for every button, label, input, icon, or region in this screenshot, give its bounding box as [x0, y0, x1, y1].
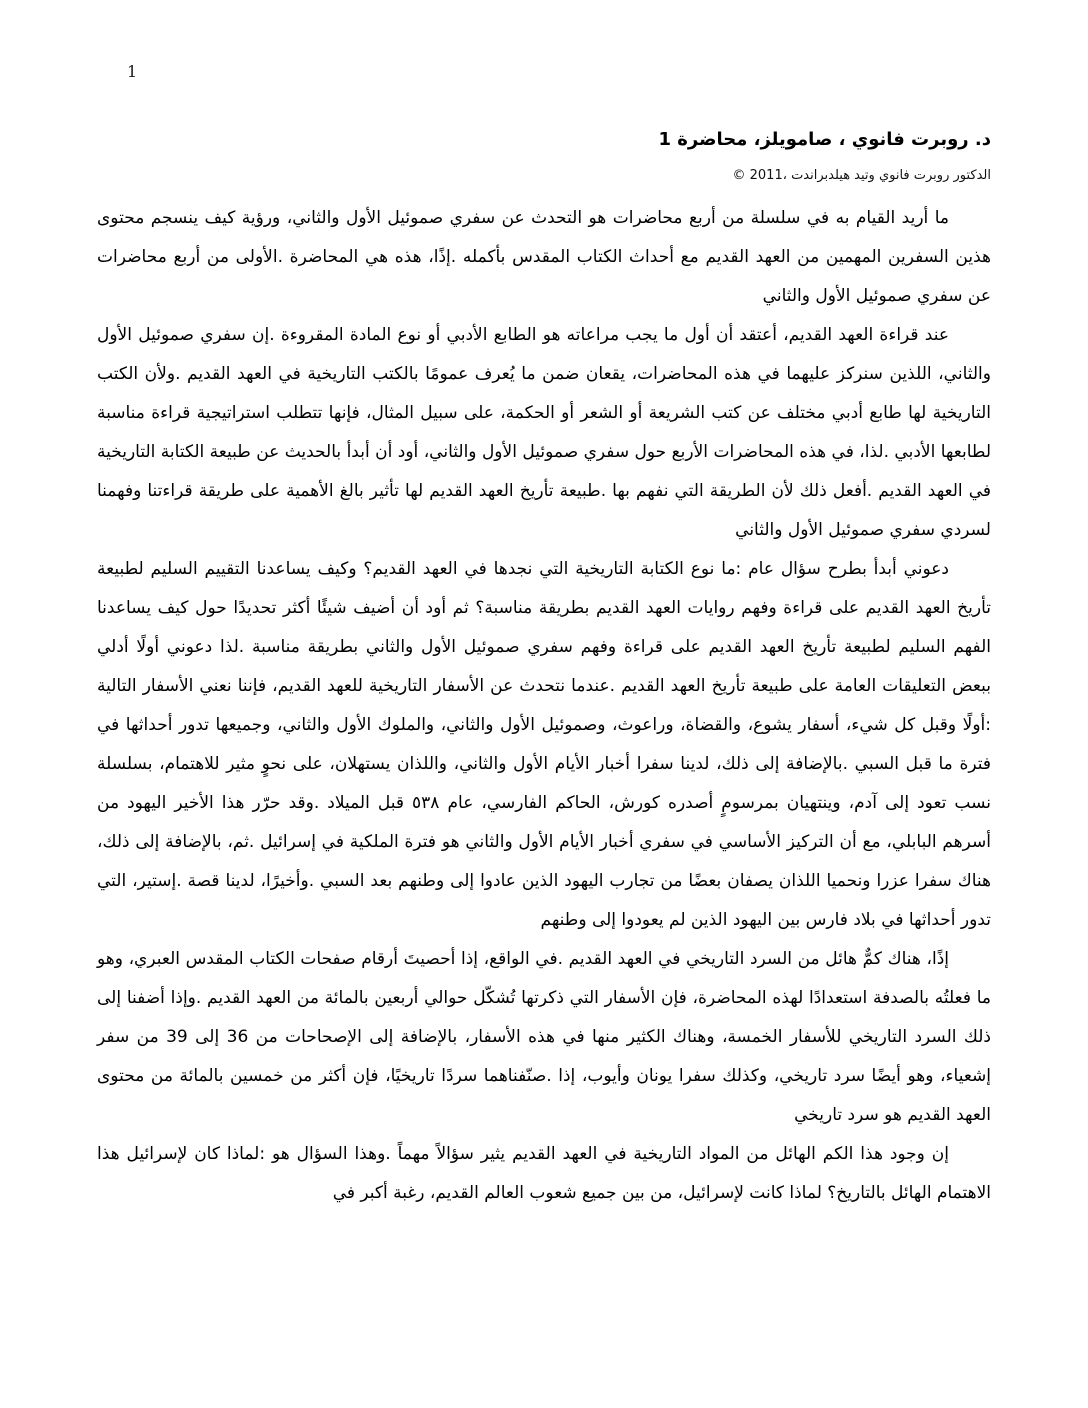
page-number: 1 — [127, 62, 138, 81]
paragraph: دعوني أبدأ بطرح سؤال عام :ما نوع الكتابة التاريخية التي نجدها في العهد القديم؟ وكيف يساعدنا التقييم السليم لطبيعة تأريخ العهد القديم على قراءة وفهم روايات العهد القديم بطريقة مناسبة؟ ثم أود أن أضيف شيئًا أكثر تحديدًا حول كيف يساعدنا الفهم السليم لطبيعة تأريخ العهد القديم على قراءة وفهم سفري صموئيل الأول والثاني بطريقة مناسبة .لذا دعوني أولًا أدلي ببعض التعليقات العامة على طبيعة تأريخ العهد القديم .عندما نتحدث عن الأسفار التاريخية للعهد القديم، فإننا نعني الأسفار التالية :أولًا وقبل كل شيء، أسفار يشوع، والقضاة، وراعوث، وصموئيل الأول والثاني، والملوك الأول والثاني، وجميعها تدور أحداثها في فترة ما قبل السبي .بالإضافة إلى ذلك، لدينا سفرا أخبار الأيام الأول والثاني، واللذان يستهلان، على نحوٍ مثير للاهتمام، بسلسلة نسب تعود إلى آدم، وينتهيان بمرسومٍ أصدره كورش، الحاكم الفارسي، عام ٥٣٨ قبل الميلاد .وقد حرّر هذا الأخير اليهود من أسرهم البابلي، مع أن التركيز الأساسي في سفري أخبار الأيام الأول والثاني هو فترة الملكية في إسرائيل .ثم، بالإضافة إلى ذلك، هناك سفرا عزرا ونحميا اللذان يصفان بعضًا من تجارب اليهود الذين عادوا إلى وطنهم بعد السبي .وأخيرًا، لدينا قصة .إستير، التي تدور أحداثها في بلاد فارس بين اليهود الذين لم يعودوا إلى وطنهم — [97, 559, 991, 931]
paragraph: إن وجود هذا الكم الهائل من المواد التاريخية في العهد القديم يثير سؤالاً مهماً .وهذا السؤال هو :لماذا كان لإسرائيل هذا الاهتمام الهائل بالتاريخ؟ لماذا كانت لإسرائيل، من بين جميع شعوب العالم القديم، رغبة أكبر في — [97, 1144, 991, 1204]
lecture-body — [97, 199, 991, 1213]
copyright-line: الدكتور روبرت فانوي وتيد هيلدبراندت ،2011 © — [732, 168, 991, 184]
lecture-title: د. روبرت فانوي ، صامويلز، محاضرة 1 — [658, 129, 991, 150]
paragraph: ما أريد القيام به في سلسلة من أربع محاضرات هو التحدث عن سفري صموئيل الأول والثاني، ورؤية كيف ينسجم محتوى هذين السفرين المهمين من العهد القديم مع أحداث الكتاب المقدس بأكمله .إذًا، هذه هي المحاضرة .الأولى من أربع محاضرات عن سفري صموئيل الأول والثاني — [97, 208, 991, 307]
paragraph: عند قراءة العهد القديم، أعتقد أن أول ما يجب مراعاته هو الطابع الأدبي أو نوع المادة المقروءة .إن سفري صموئيل الأول والثاني، اللذين سنركز عليهما في هذه المحاضرات، يقعان ضمن ما يُعرف عمومًا بالكتب التاريخية في العهد القديم .ولأن الكتب التاريخية لها طابع أدبي مختلف عن كتب الشريعة أو الشعر أو الحكمة، على سبيل المثال، فإنها تتطلب استراتيجية قراءة مناسبة لطابعها الأدبي .لذا، في هذه المحاضرات الأربع حول سفري صموئيل الأول والثاني، أود أن أبدأ بالحديث عن طبيعة الكتابة التاريخية في العهد القديم .أفعل ذلك لأن الطريقة التي نفهم بها .طبيعة تأريخ العهد القديم لها تأثير بالغ الأهمية على طريقة قراءتنا وفهمنا لسردي سفري صموئيل الأول والثاني — [97, 325, 991, 541]
paragraph: إذًا، هناك كمٌّ هائل من السرد التاريخي في العهد القديم .في الواقع، إذا أحصيتَ أرقام صفحات الكتاب المقدس العبري، وهو ما فعلتُه بالصدفة استعدادًا لهذه المحاضرة، فإن الأسفار التي ذكرتها تُشكّل حوالي أربعين بالمائة من العهد القديم .وإذا أضفنا إلى ذلك السرد التاريخي للأسفار الخمسة، وهناك الكثير منها في هذه الأسفار، بالإضافة إلى الإصحاحات من 36 إلى 39 من سفر إشعياء، وهو أيضًا سرد تاريخي، وكذلك سفرا يونان وأيوب، إذا .صنّفناهما سردًا تاريخيًا، فإن أكثر من خمسين بالمائة من محتوى العهد القديم هو سرد تاريخي — [97, 949, 991, 1126]
